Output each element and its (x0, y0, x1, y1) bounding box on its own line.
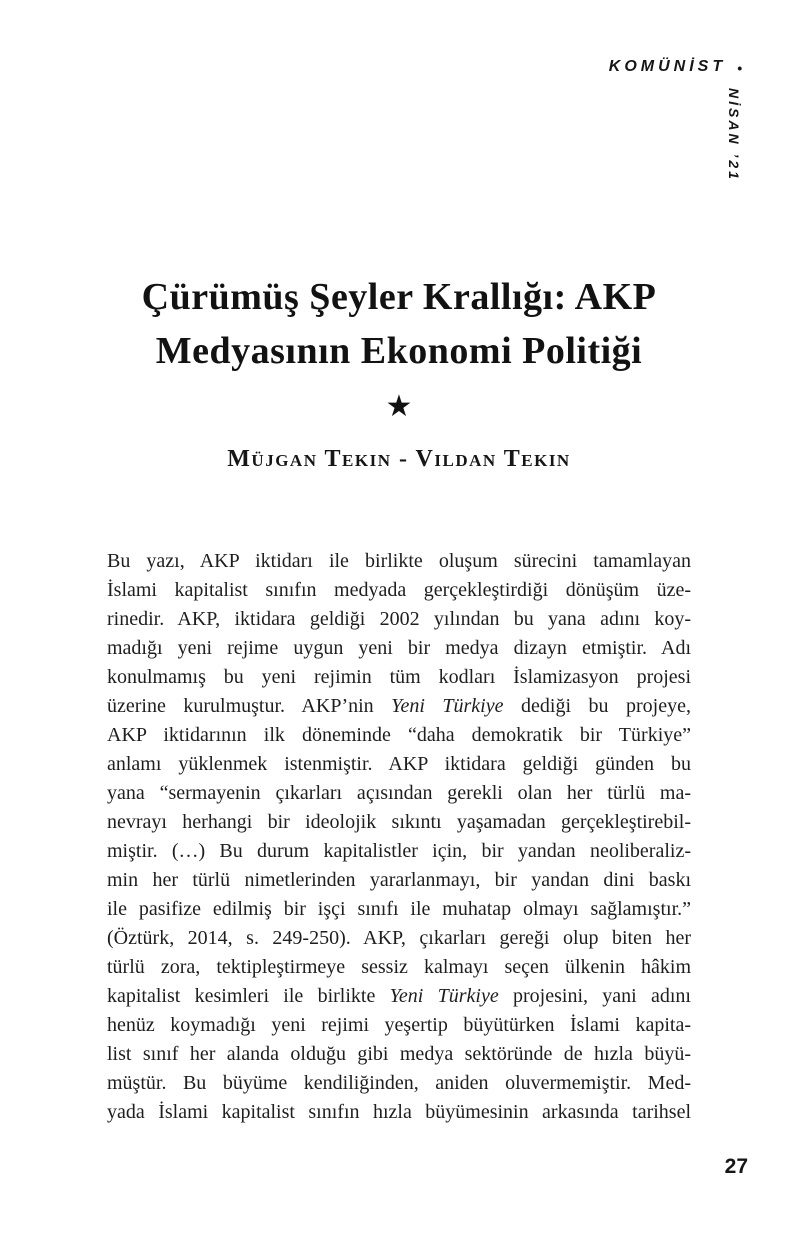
article-title (0, 270, 798, 378)
body-line: miştir. (…) Bu durum kapitalistler için, bir yandan neoliberaliz- (107, 840, 691, 862)
magazine-title: KOMÜNİST (608, 58, 727, 75)
page-number: 27 (724, 1155, 748, 1178)
body-line: madığı yeni rejime uygun yeni bir medya dizayn etmiştir. Adı (107, 637, 691, 659)
body-line: yana “sermayenin çıkarları açısından gerekli olan her türlü ma- (107, 782, 691, 804)
body-line: min her türlü nimetlerinden yararlanmayı, bir yandan dini baskı (107, 869, 691, 891)
star-divider-icon: ★ (385, 390, 413, 423)
body-line: konulmamış bu yeni rejimin tüm kodları İslamizasyon projesi (107, 666, 691, 688)
body-line: Bu yazı, AKP iktidarı ile birlikte oluşum sürecini tamamlayan (107, 550, 691, 572)
issue-date-vertical: NİSAN ’21 (726, 88, 742, 182)
body-line: anlamı yüklenmek istenmiştir. AKP iktidara geldiği günden bu (107, 753, 691, 775)
bullet-icon: • (737, 60, 742, 76)
body-line: list sınıf her alanda olduğu gibi medya sektöründe de hızla büyü- (107, 1043, 691, 1065)
body-line: ile pasifize edilmiş bir işçi sınıfı ile muhatap olmayı sağlamıştır.” (107, 898, 691, 920)
body-line: müştür. Bu büyüme kendiliğinden, aniden oluvermemiştir. Med- (107, 1072, 691, 1094)
body-line: İslami kapitalist sınıfın medyada gerçekleştirdiği dönüşüm üze- (107, 579, 691, 601)
body-line: rinedir. AKP, iktidara geldiği 2002 yılından bu yana adını koy- (107, 608, 691, 630)
running-header (609, 58, 742, 76)
body-line: AKP iktidarının ilk döneminde “daha demokratik bir Türkiye” (107, 724, 691, 746)
body-line: (Öztürk, 2014, s. 249-250). AKP, çıkarları gereği olup biten her (107, 927, 691, 949)
body-line: yada İslami kapitalist sınıfın hızla büyümesinin arkasında tarihsel (107, 1101, 691, 1123)
body-line: henüz koymadığı yeni rejimi yeşertip büyütürken İslami kapita- (107, 1014, 691, 1036)
body-line: üzerine kurulmuştur. AKP’nin Yeni Türkiye dediği bu projeye, (107, 695, 691, 717)
article-body (107, 547, 691, 1127)
body-line: nevrayı herhangi bir ideolojik sıkıntı yaşamadan gerçekleştirebil- (107, 811, 691, 833)
title-line-2: Medyasının Ekonomi Politiği (155, 330, 643, 372)
body-line: türlü zora, tektipleştirmeye sessiz kalmayı seçen ülkenin hâkim (107, 956, 691, 978)
authors-byline: Müjgan Tekin - Vildan Tekin (227, 446, 571, 472)
body-line: kapitalist kesimleri ile birlikte Yeni Türkiye projesini, yani adını (107, 985, 691, 1007)
title-line-1: Çürümüş Şeyler Krallığı: AKP (141, 276, 657, 318)
